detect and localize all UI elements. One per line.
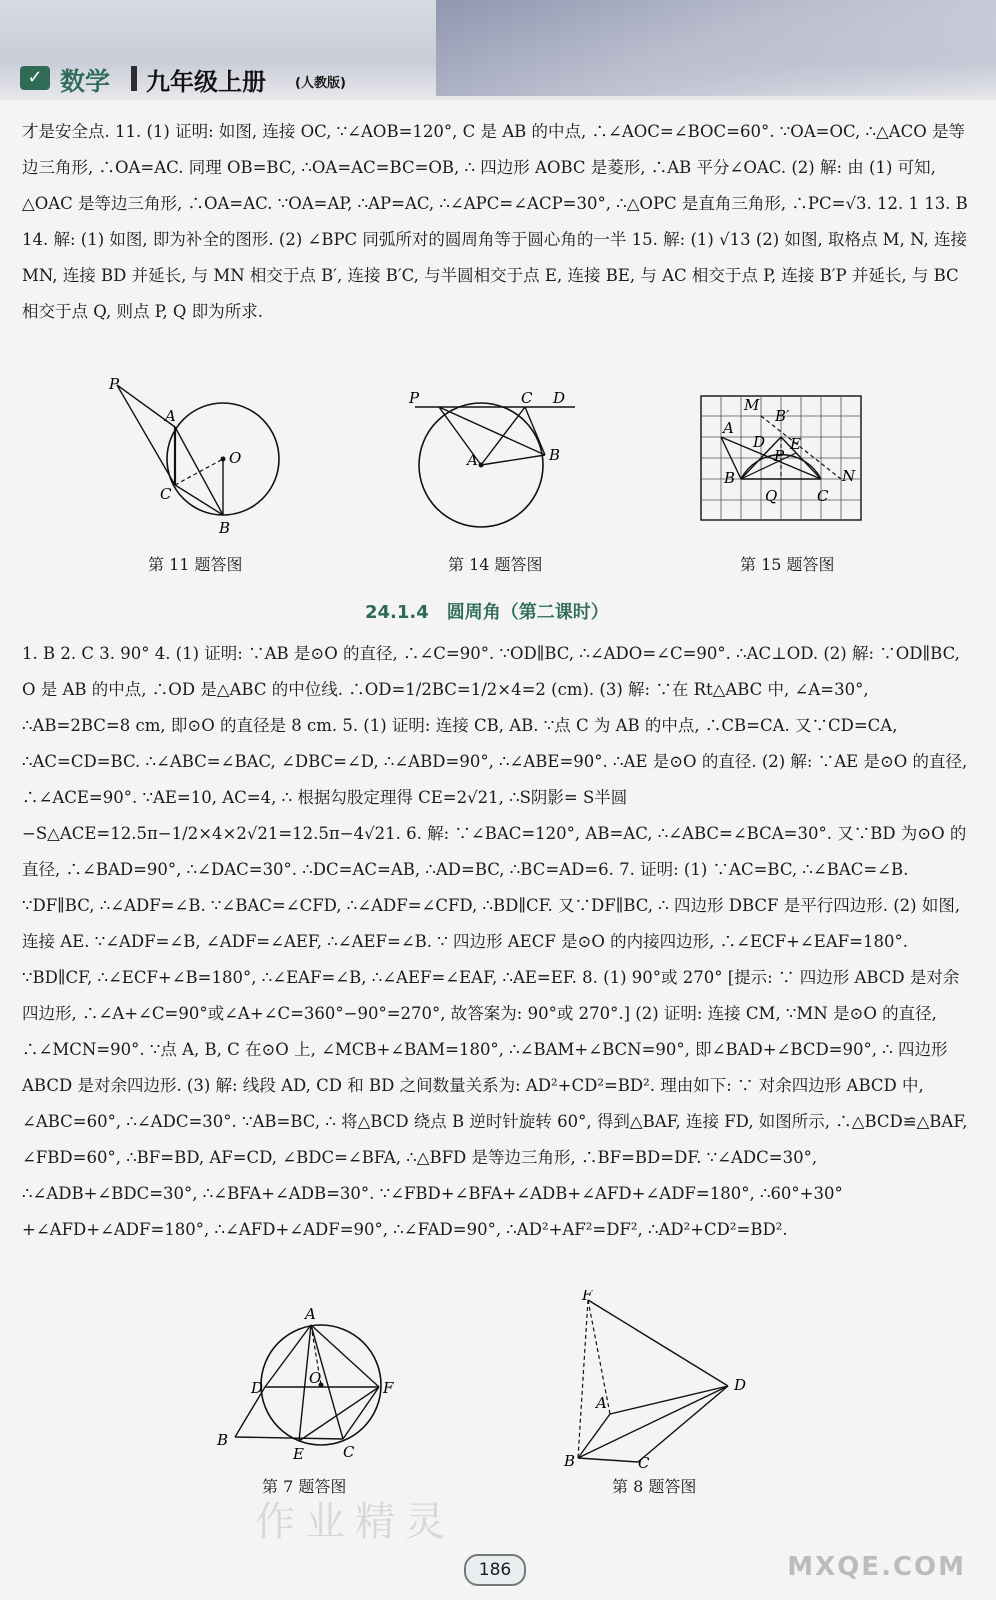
figure-8-caption: 第 8 题答图 bbox=[612, 1477, 697, 1496]
fig14-line-ab bbox=[481, 455, 545, 465]
fig14-label: C bbox=[521, 389, 533, 407]
fig15-label: M bbox=[744, 396, 760, 414]
fig7-label: F bbox=[383, 1379, 394, 1397]
fig8-label: F bbox=[582, 1290, 593, 1304]
fig15-label: B′ bbox=[775, 407, 790, 425]
figure-7 bbox=[205, 1305, 405, 1465]
fig7-label: E bbox=[293, 1445, 304, 1463]
fig11-label: P bbox=[109, 375, 120, 393]
header-decoration bbox=[436, 0, 996, 96]
fig15-label: Q bbox=[765, 487, 778, 505]
site-watermark: MXQE.COM bbox=[787, 1552, 966, 1582]
fig15-label: N bbox=[842, 467, 856, 485]
fig14-center bbox=[479, 463, 484, 468]
fig11-label: C bbox=[160, 485, 172, 503]
fig8-line-ba bbox=[578, 1414, 610, 1458]
grade-title: 九年级上册 bbox=[146, 68, 266, 96]
fig7-line-bc bbox=[235, 1437, 343, 1439]
fig8-label: D bbox=[734, 1376, 747, 1394]
fig8-line-bc bbox=[578, 1458, 638, 1462]
figure-11-caption: 第 11 题答图 bbox=[148, 555, 243, 574]
figure-11 bbox=[105, 375, 295, 540]
fig14-label: D bbox=[553, 389, 566, 407]
figure-15-caption: 第 15 题答图 bbox=[740, 555, 835, 574]
fig14-line-ca bbox=[481, 407, 525, 465]
fig8-line-fd bbox=[588, 1300, 728, 1386]
header-divider bbox=[131, 66, 137, 91]
figure-8 bbox=[560, 1290, 780, 1470]
fig14-label: P bbox=[409, 389, 420, 407]
fig11-line-cb bbox=[175, 485, 223, 515]
fig14-label: B bbox=[549, 446, 561, 464]
fig8-line-fb bbox=[578, 1300, 588, 1458]
page-header bbox=[0, 0, 996, 100]
subject-title: 数学 bbox=[60, 67, 111, 96]
watermark-stamp: 作业精灵 bbox=[255, 1499, 455, 1545]
fig15-label: A bbox=[723, 419, 734, 437]
fig7-label: O bbox=[309, 1369, 322, 1387]
fig11-line-pc bbox=[117, 385, 175, 485]
figure-14 bbox=[405, 385, 580, 540]
fig8-label: A bbox=[596, 1394, 607, 1412]
figure-7-caption: 第 7 题答图 bbox=[262, 1477, 347, 1496]
edition-label: (人教版) bbox=[295, 76, 346, 91]
answer-paragraph-1: 才是安全点. 11. (1) 证明: 如图, 连接 OC, ∵∠AOB=120°, C 是 AB 的中点, ∴∠AOC=∠BOC=60°. ∵OA=OC, ∴△ACO 是等边三角形, ∴OA=AC. 同理 OB=BC, ∴OA=AC=BC=OB, ∴ 四边形 AOBC 是菱形, ∴AB 平分∠OAC. (2) 解: 由 (1) 可知, △OAC 是等边三角形, ∴OA=AC. ∵OA=AP, ∴AP=AC, ∴∠APC=∠ACP=30°, ∴△OPC 是直角三角形, ∴PC=√3. 12. 1 13. B 14. 解: (1) 如图, 即为补全的图形. (2) ∠BPC 同弧所对的圆周角等于圆心角的一半 15. 解: (1) √13 (2) 如图, 取格点 M, N, 连接 MN, 连接 BD 并延长, 与 MN 相交于点 B′, 连接 B′C, 与半圆相交于点 E, 连接 BE, 与 AC 相交于点 P, 连接 B′P 并延长, 与 BC 相交于点 Q, 则点 P, Q 即为所求. bbox=[22, 122, 968, 321]
section-title: 24.1.4 圆周角（第二课时） bbox=[365, 602, 609, 623]
fig15-label: D bbox=[753, 433, 766, 451]
fig11-label: A bbox=[165, 407, 176, 425]
fig15-label: P bbox=[774, 447, 785, 465]
fig15-label: C bbox=[817, 487, 829, 505]
fig7-label: C bbox=[343, 1443, 355, 1461]
fig15-label: B bbox=[724, 469, 736, 487]
fig7-label: A bbox=[305, 1305, 316, 1323]
fig8-line-ad bbox=[610, 1386, 728, 1414]
fig11-label: B bbox=[219, 519, 231, 537]
answer-paragraph-2: 1. B 2. C 3. 90° 4. (1) 证明: ∵AB 是⊙O 的直径, ∴∠C=90°. ∵OD∥BC, ∴∠ADO=∠C=90°. ∴AC⊥OD. (2) 解: ∵OD∥BC, O 是 AB 的中点, ∴OD 是△ABC 的中位线. ∴OD=1/2BC=1/2×4=2 (cm). (3) 解: ∵在 Rt△ABC 中, ∠A=30°, ∴AB=2BC=8 cm, 即⊙O 的直径是 8 cm. 5. (1) 证明: 连接 CB, AB. ∵点 C 为 AB 的中点, ∴CB=CA. 又∵CD=CA, ∴AC=CD=BC. ∴∠ABC=∠BAC, ∠DBC=∠D, ∴∠ABD=90°, ∴∠ABE=90°. ∴AE 是⊙O 的直径. (2) 解: ∵AE 是⊙O 的直径, ∴∠ACE=90°. ∵AE=10, AC=4, ∴ 根据勾股定理得 CE=2√21, ∴S阴影= S半圆−S△ACE=12.5π−1/2×4×2√21=12.5π−4√21. 6. 解: ∵∠BAC=120°, AB=AC, ∴∠ABC=∠BCA=30°. 又∵BD 为⊙O 的直径, ∴∠BAD=90°, ∴∠DAC=30°. ∴DC=AC=AB, ∴AD=BC, ∴BC=AD=6. 7. 证明: (1) ∵AC=BC, ∴∠BAC=∠B. ∵DF∥BC, ∴∠ADF=∠B. ∵∠BAC=∠CFD, ∴∠ADF=∠CFD, ∴BD∥CF. 又∵DF∥BC, ∴ 四边形 DBCF 是平行四边形. (2) 如图, 连接 AE. ∵∠ADF=∠B, ∠ADF=∠AEF, ∴∠AEF=∠B. ∵ 四边形 AECF 是⊙O 的内接四边形, ∴∠ECF+∠EAF=180°. ∵BD∥CF, ∴∠ECF+∠B=180°, ∴∠EAF=∠B, ∴∠AEF=∠EAF, ∴AE=EF. 8. (1) 90°或 270° [提示: ∵ 四边形 ABCD 是对余四边形, ∴∠A+∠C=90°或∠A+∠C=360°−90°=270°, 故答案为: 90°或 270°.] (2) 证明: 连接 CM, ∵MN 是⊙O 的直径, ∴∠MCN=90°. ∵点 A, B, C 在⊙O 上, ∠MCB+∠BAM=180°, ∴∠BAM+∠BCN=90°, 即∠BAD+∠BCD=90°, ∴ 四边形 ABCD 是对余四边形. (3) 解: 线段 AD, CD 和 BD 之间数量关系为: AD²+CD²=BD². 理由如下: ∵ 对余四边形 ABCD 中, ∠ABC=60°, ∴∠ADC=30°. ∵AB=BC, ∴ 将△BCD 绕点 B 逆时针旋转 60°, 得到△BAF, 连接 FD, 如图所示, ∴△BCD≌△BAF, ∠FBD=60°, ∴BF=BD, AF=CD, ∠BDC=∠BFA, ∴△BFD 是等边三角形, ∴BF=BD=DF. ∵∠ADC=30°, ∴∠ADB+∠BDC=30°, ∴∠BFA+∠ADB=30°. ∵∠FBD+∠BFA+∠ADB+∠AFD+∠ADF=180°, ∴60°+30°+∠AFD+∠ADF=180°, ∴∠AFD+∠ADF=90°, ∴∠FAD=90°, ∴AD²+AF²=DF², ∴AD²+CD²=BD². bbox=[22, 644, 968, 1239]
fig11-center bbox=[221, 457, 226, 462]
fig8-label: C bbox=[638, 1454, 650, 1470]
fig8-label: B bbox=[564, 1452, 576, 1470]
fig7-line-ef bbox=[299, 1387, 379, 1441]
fig14-label: A bbox=[467, 451, 478, 469]
figure-14-caption: 第 14 题答图 bbox=[448, 555, 543, 574]
fig11-label: O bbox=[229, 449, 242, 467]
fig11-line-ab bbox=[175, 427, 223, 515]
book-logo-icon: ✓ bbox=[20, 66, 50, 90]
fig7-label: D bbox=[251, 1379, 264, 1397]
fig15-label: E bbox=[790, 435, 801, 453]
figure-15 bbox=[700, 395, 880, 527]
fig7-label: B bbox=[217, 1431, 229, 1449]
fig8-line-cd bbox=[638, 1386, 728, 1462]
page-number: 186 bbox=[464, 1554, 526, 1586]
fig14-line-pb bbox=[439, 407, 545, 455]
